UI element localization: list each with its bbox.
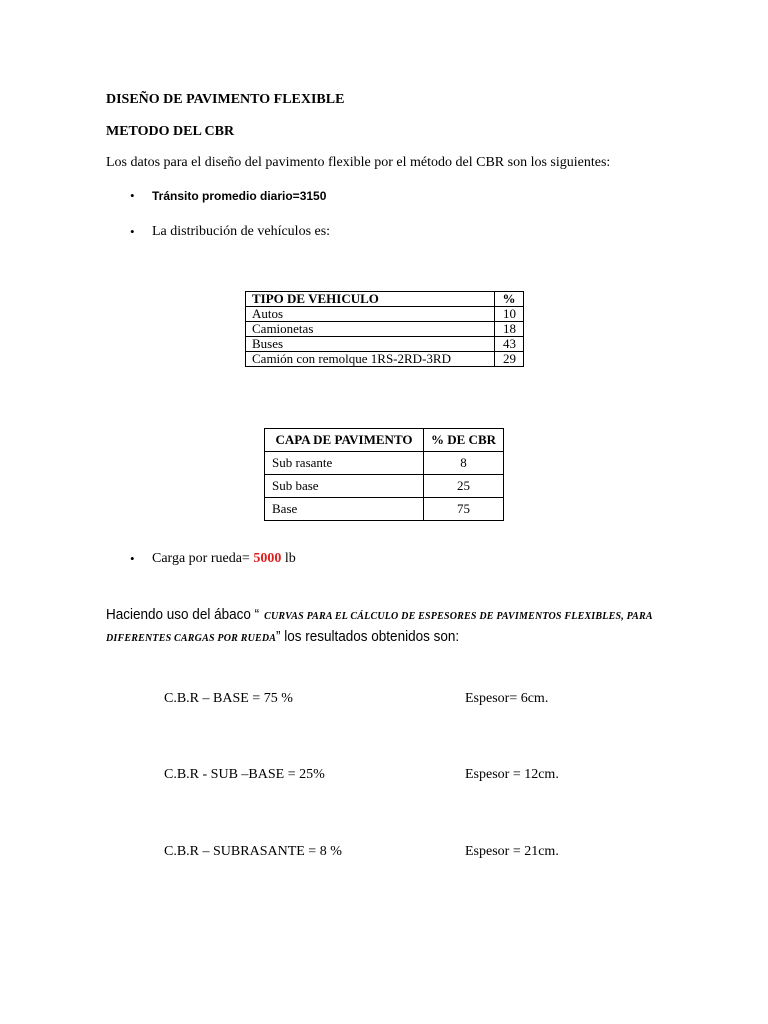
bullet-dot: • [130,188,135,203]
abaco-suffix: ” los resultados obtenidos son: [276,628,460,645]
vehicle-percent-cell: 18 [495,322,524,337]
table-row [246,307,524,322]
layer-name-cell: Sub base [265,475,424,498]
result-label: C.B.R – BASE = 75 % [164,691,293,706]
table-header-row [246,292,524,307]
bullet-dot: • [130,224,135,239]
abaco-caps-line2: DIFERENTES CARGAS POR RUEDA [106,633,277,644]
table-header-row [265,429,504,452]
table-row [246,322,524,337]
layer-name-cell: Base [265,498,424,521]
result-espesor: Espesor= 6cm. [465,691,549,706]
layer-cbr-cell: 8 [424,452,504,475]
table-row [246,352,524,367]
vehicle-type-cell: Autos [246,307,495,322]
header-tipo-vehiculo: TIPO DE VEHICULO [246,292,495,307]
result-label: C.B.R - SUB –BASE = 25% [164,767,325,782]
abaco-prefix: Haciendo uso del ábaco “ [106,606,260,623]
table-row [265,452,504,475]
layer-cbr-cell: 25 [424,475,504,498]
header-capa-pavimento: CAPA DE PAVIMENTO [265,429,424,452]
document-title: DISEÑO DE PAVIMENTO FLEXIBLE [106,92,345,107]
bullet-dot: • [130,551,135,566]
table-row [246,337,524,352]
carga-line [152,551,296,567]
abaco-line-2 [106,628,480,646]
vehicle-percent-cell: 43 [495,337,524,352]
result-espesor: Espesor = 12cm. [465,767,559,782]
abaco-caps-line1: CURVAS PARA EL CÁLCULO DE ESPESORES DE PAVIMENTOS FLEXIBLES, PARA [264,611,653,622]
distribucion-text: La distribución de vehículos es: [152,224,331,239]
header-percent: % [495,292,524,307]
header-percent-cbr: % DE CBR [424,429,504,452]
vehicle-type-cell: Camión con remolque 1RS-2RD-3RD [246,352,495,367]
carga-label: Carga por rueda= [152,551,250,566]
document-subtitle: METODO DEL CBR [106,124,235,139]
layer-cbr-cell: 75 [424,498,504,521]
result-label: C.B.R – SUBRASANTE = 8 % [164,844,342,859]
carga-value: 5000 [253,551,282,566]
cbr-layers-table [264,428,504,521]
vehicle-percent-cell: 29 [495,352,524,367]
vehicle-type-cell: Camionetas [246,322,495,337]
table-row [265,475,504,498]
vehicle-distribution-table [245,291,524,367]
transito-text: Tránsito promedio diario=3150 [152,189,327,203]
result-espesor: Espesor = 21cm. [465,844,559,859]
carga-unit: lb [284,551,296,566]
abaco-line-1 [106,606,653,624]
table-row [265,498,504,521]
vehicle-percent-cell: 10 [495,307,524,322]
layer-name-cell: Sub rasante [265,452,424,475]
vehicle-type-cell: Buses [246,337,495,352]
intro-paragraph: Los datos para el diseño del pavimento flexible por el método del CBR son los siguientes: [106,155,611,170]
